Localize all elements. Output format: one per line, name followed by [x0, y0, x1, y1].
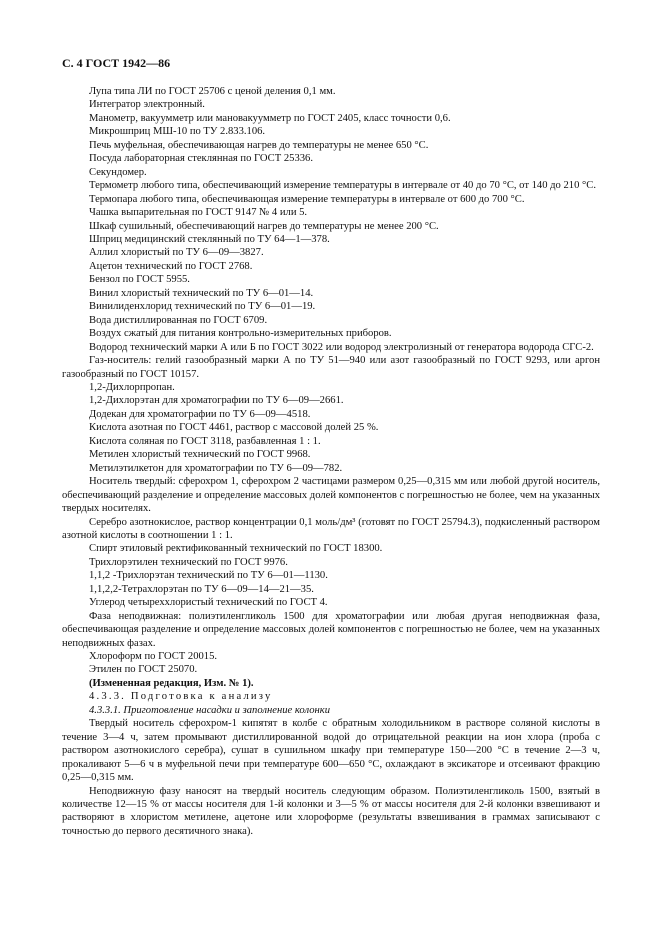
paragraph: Воздух сжатый для питания контрольно-измерительных приборов.: [89, 328, 392, 340]
paragraph: Этилен по ГОСТ 25070.: [89, 664, 198, 676]
paragraph: Серебро азотнокислое, раствор концентрации 0,1 моль/дм³ (готовят по ГОСТ 25794.3), подкисленный раствором азотной кислоты в соотношении 1 : 1.: [62, 516, 600, 541]
paragraph: 4.3.3. Подготовка к анализу: [89, 691, 273, 703]
paragraph: 4.3.3.1. Приготовление насадки и заполнение колонки: [89, 704, 330, 716]
paragraph: 1,2-Дихлорэтан для хроматографии по ТУ 6—09—2661.: [89, 395, 344, 407]
paragraph: Додекан для хроматографии по ТУ 6—09—4518.: [89, 408, 311, 420]
paragraph: Газ-носитель: гелий газообразный марки А по ТУ 51—940 или азот газообразный по ГОСТ 9293, или аргон газообразный по ГОСТ 10157.: [62, 355, 600, 380]
paragraph: Бензол по ГОСТ 5955.: [89, 274, 190, 286]
paragraph: Кислота соляная по ГОСТ 3118, разбавленная 1 : 1.: [89, 435, 321, 447]
paragraph: (Измененная редакция, Изм. № 1).: [89, 677, 254, 689]
paragraph: 1,1,2 -Трихлорэтан технический по ТУ 6—01—1130.: [89, 570, 328, 582]
paragraph: Метилэтилкетон для хроматографии по ТУ 6—09—782.: [89, 462, 343, 474]
paragraph: Водород технический марки А или Б по ГОСТ 3022 или водород электролизный от генератора водорода СГС-2.: [89, 341, 594, 353]
paragraph: Термометр любого типа, обеспечивающий измерение температуры в интервале от 40 до 70 °С, от 140 до 210 °С.: [89, 180, 596, 192]
paragraph: Вода дистиллированная по ГОСТ 6709.: [89, 314, 268, 326]
paragraph: Секундомер.: [89, 166, 147, 178]
paragraph: Носитель твердый: сферохром 1, сферохром 2 частицами размером 0,25—0,315 мм или любой другой носитель, обеспечивающий разделение и определение массовых долей компонентов с погрешностью не более, чем на указанных твердых носителях.: [62, 476, 600, 515]
paragraph: Хлороформ по ГОСТ 20015.: [89, 651, 218, 663]
paragraph: Ацетон технический по ГОСТ 2768.: [89, 260, 253, 272]
paragraph: Интегратор электронный.: [89, 99, 205, 111]
paragraph: Метилен хлористый технический по ГОСТ 9968.: [89, 449, 311, 461]
paragraph: Шприц медицинский стеклянный по ТУ 64—1—378.: [89, 233, 330, 245]
paragraph: Кислота азотная по ГОСТ 4461, раствор с массовой долей 25 %.: [89, 422, 379, 434]
paragraph: Фаза неподвижная: полиэтиленгликоль 1500 для хроматографии или любая другая неподвижная фаза, обеспечивающая разделение и определение массовых долей компонентов с погрешностью не более, чем на указанных неподвижных фазах.: [62, 610, 600, 649]
paragraph: Посуда лабораторная стеклянная по ГОСТ 25336.: [89, 153, 313, 165]
document-body: [62, 85, 600, 838]
paragraph: Манометр, вакуумметр или мановакуумметр по ГОСТ 2405, класс точности 0,6.: [89, 112, 451, 124]
paragraph: Печь муфельная, обеспечивающая нагрев до температуры не менее 650 °С.: [89, 139, 429, 151]
paragraph: Чашка выпарительная по ГОСТ 9147 № 4 или 5.: [89, 207, 308, 219]
paragraph: Трихлорэтилен технический по ГОСТ 9976.: [89, 556, 288, 568]
paragraph: Аллил хлористый по ТУ 6—09—3827.: [89, 247, 264, 259]
paragraph: Термопара любого типа, обеспечивающая измерение температуры в интервале от 600 до 700 °С.: [89, 193, 525, 205]
page-header: С. 4 ГОСТ 1942—86: [62, 56, 171, 70]
paragraph: Неподвижную фазу наносят на твердый носитель следующим образом. Полиэтиленгликоль 1500, взятый в количестве 12—15 % от массы носителя для 1-й колонки и 3—5 % от массы носителя для 2-й колонки взвешивают и растворяют в хлористом метилене, ацетоне или хлороформе (результаты взвешивания в граммах записывают с точностью до первого десятичного знака).: [62, 785, 600, 837]
paragraph: 1,2-Дихлорпропан.: [89, 381, 175, 393]
paragraph: Углерод четыреххлористый технический по ГОСТ 4.: [89, 597, 328, 609]
document-page: [62, 56, 600, 838]
paragraph: 1,1,2,2-Тетрахлорэтан по ТУ 6—09—14—21—35.: [89, 583, 314, 595]
paragraph: Шкаф сушильный, обеспечивающий нагрев до температуры не менее 200 °С.: [89, 220, 439, 232]
paragraph: Спирт этиловый ректификованный технический по ГОСТ 18300.: [89, 543, 383, 555]
paragraph: Лупа типа ЛИ по ГОСТ 25706 с ценой деления 0,1 мм.: [89, 86, 336, 97]
paragraph: Твердый носитель сферохром-1 кипятят в колбе с обратным холодильником в растворе соляной кислоты в течение 3—4 ч, затем промывают дистиллированной водой до отрицательной реакции на ион хлора (проба с раствором азотнокислого серебра), сушат в сушильном шкафу при температуре 150—200 °С в течение 2—3 ч, прокаливают 5—6 ч в муфельной печи при температуре 600—650 °С, охлаждают в эксикаторе и отсеивают фракцию 0,25—0,315 мм.: [62, 718, 600, 784]
paragraph: Винил хлористый технический по ТУ 6—01—14.: [89, 287, 314, 299]
paragraph: Винилиденхлорид технический по ТУ 6—01—19.: [89, 301, 316, 313]
paragraph: Микрошприц МШ-10 по ТУ 2.833.106.: [89, 126, 266, 138]
